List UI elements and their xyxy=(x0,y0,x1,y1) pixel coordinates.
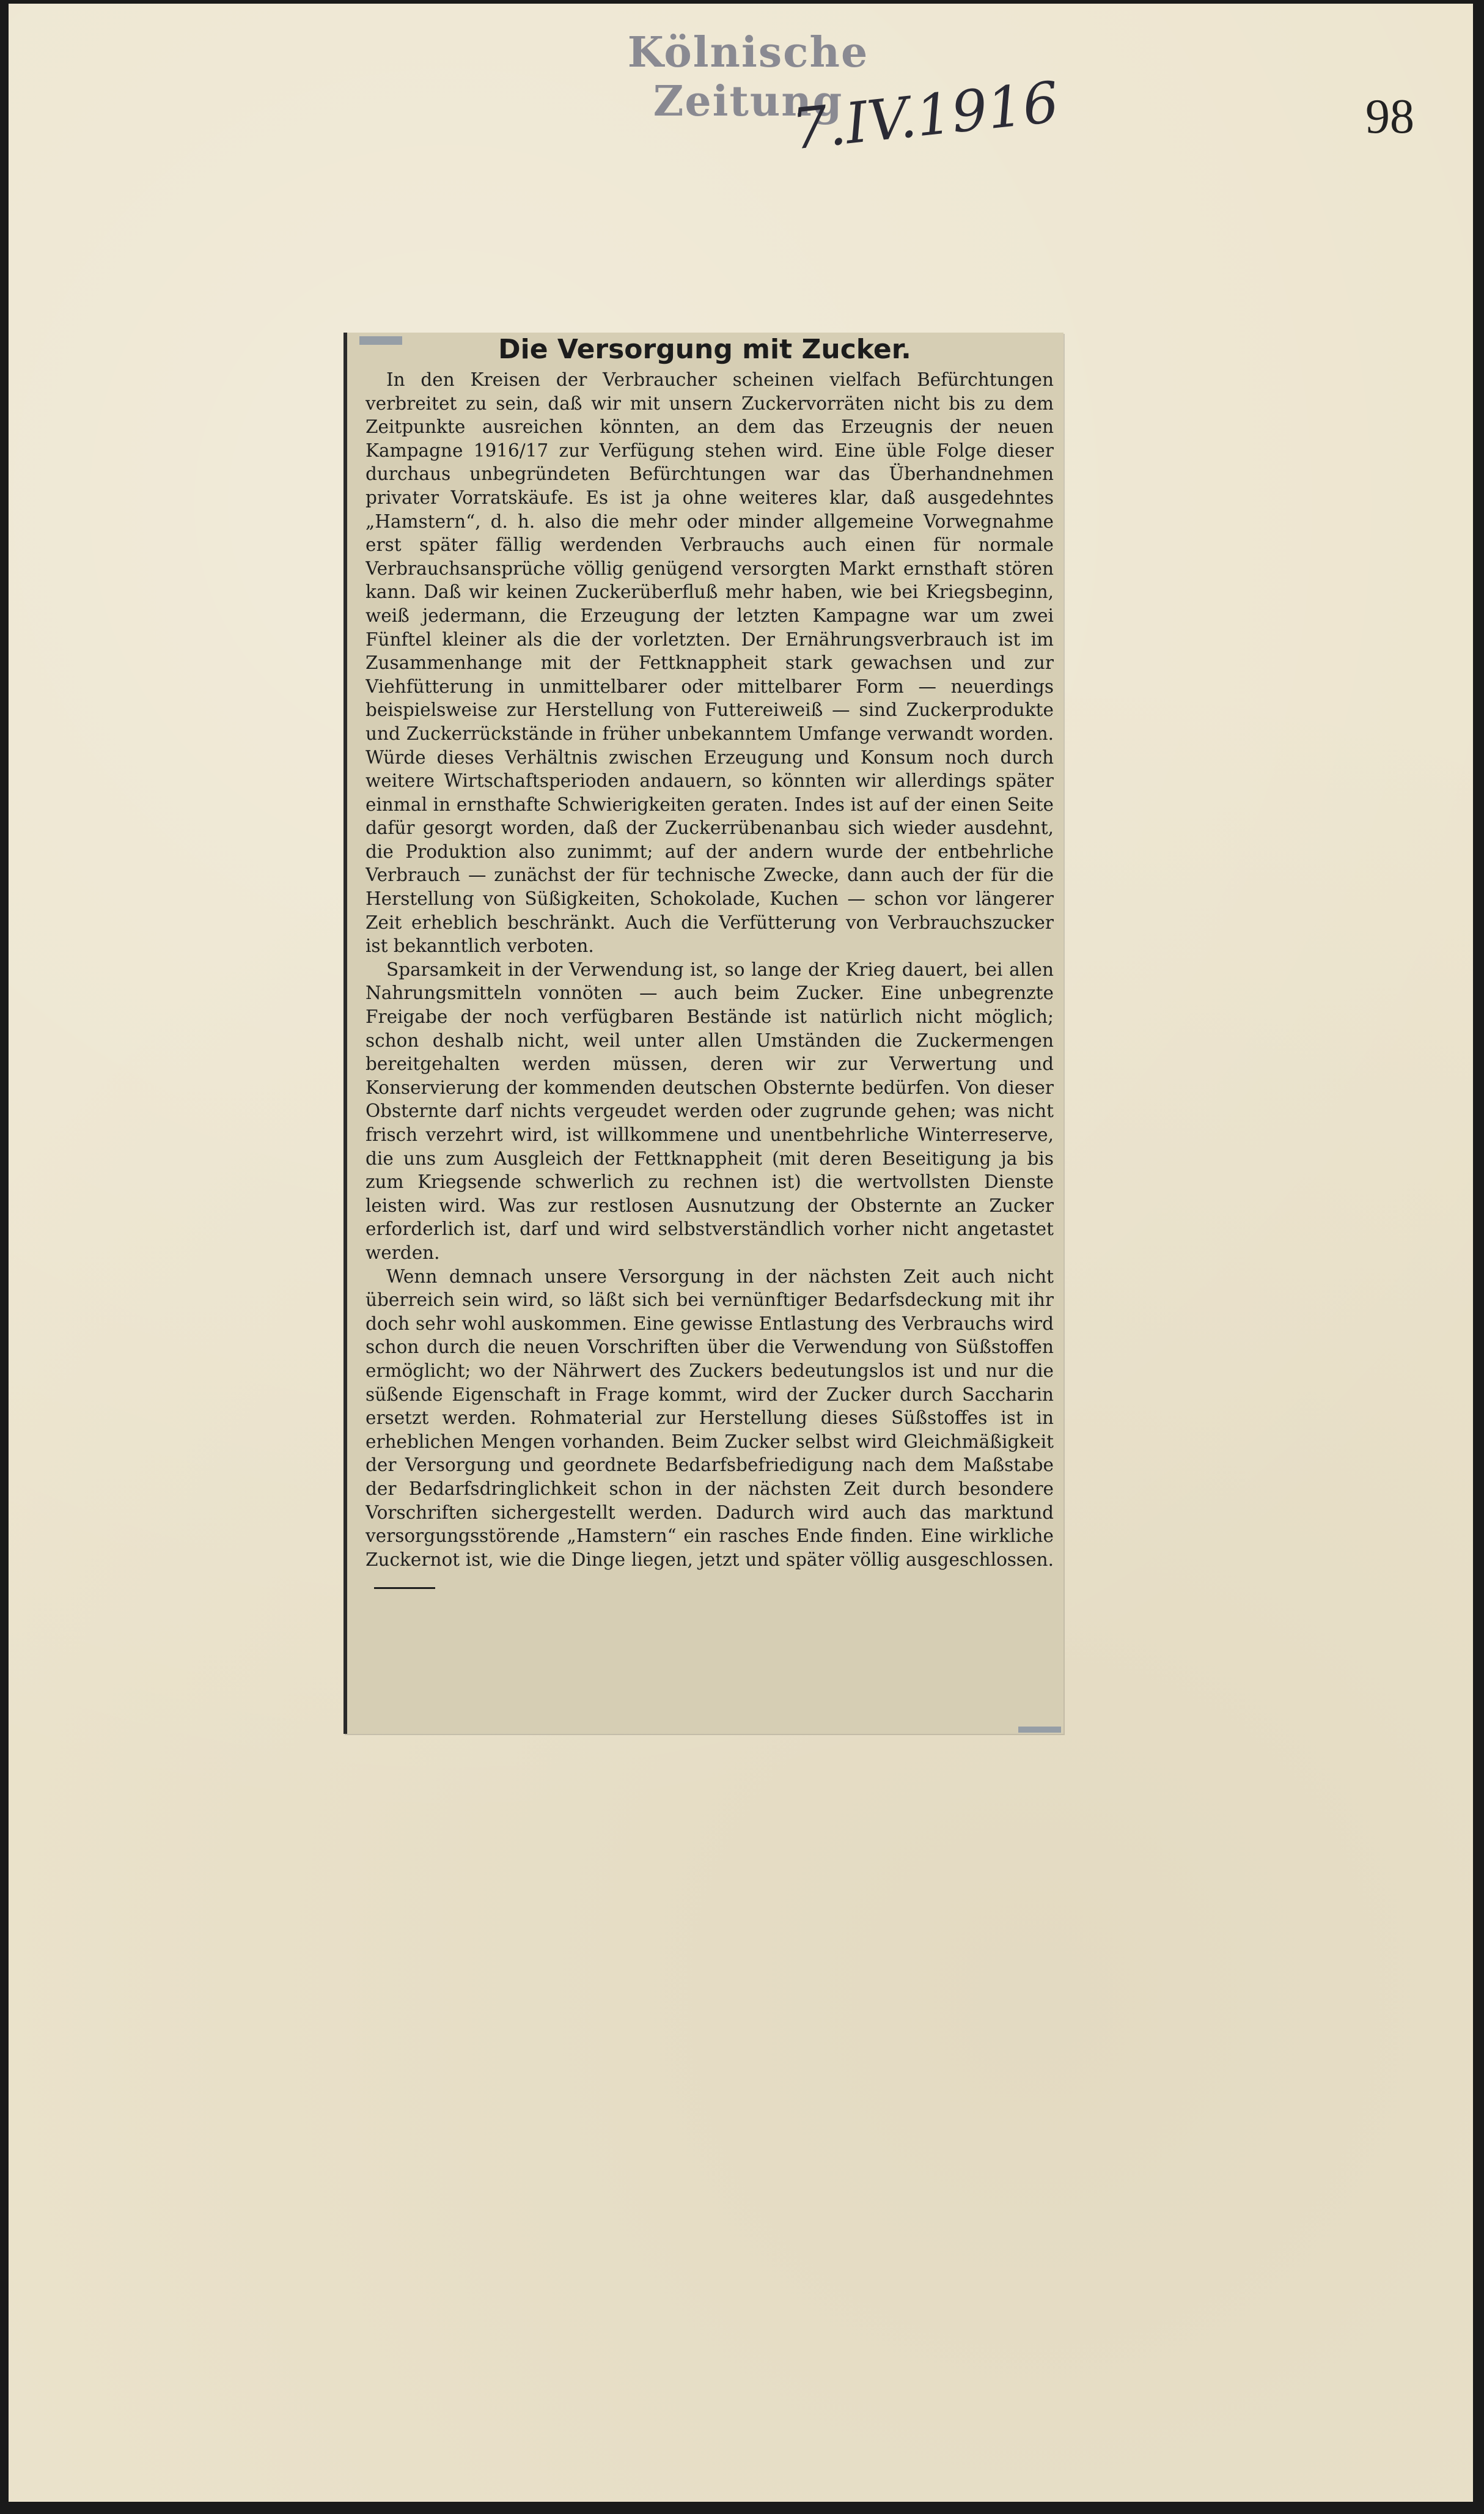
article-paragraph-1: In den Kreisen der Verbraucher scheinen vielfach Befürchtungen verbreitet zu sein, daß wir mit unsern Zuckervorräten nicht bis zu dem Zeitpunkte ausreichen könnten, an dem das Erzeugnis der neuen Kampagne 1916/17 zur Verfügung stehen wird. Eine üble Folge dieser durchaus unbegründeten Befürchtungen war das Überhandnehmen privater Vorratskäufe. Es ist ja ohne weiteres klar, daß ausgedehntes „Hamstern“, d. h. also die mehr oder minder allgemeine Vorwegnahme erst später fällig werdenden Verbrauchs auch einen für normale Verbrauchsansprüche völlig genügend versorgten Markt ernsthaft stören kann. Daß wir keinen Zuckerüberfluß mehr haben, wie bei Kriegsbeginn, weiß jedermann, die Erzeugung der letzten Kampagne war um zwei Fünftel kleiner als die der vorletzten. Der Ernährungsverbrauch ist im Zusammenhange mit der Fettknappheit stark gewachsen und zur Viehfütterung in unmittelbarer oder mittelbarer Form — neuerdings beispielsweise zur Herstellung von Futtereiweiß — sind Zuckerprodukte und Zuckerrückstände in früher unbekanntem Umfange verwandt worden. Würde dieses Verhältnis zwischen Erzeugung und Konsum noch durch weitere Wirtschaftsperioden andauern, so könnten wir allerdings später einmal in ernsthafte Schwierigkeiten geraten. Indes ist auf der einen Seite dafür gesorgt worden, daß der Zuckerrübenanbau sich wieder ausdehnt, die Produktion also zunimmt; auf der andern wurde der entbehrliche Verbrauch — zunächst der für technische Zwecke, dann auch der für die Herstellung von Süßigkeiten, Schokolade, Kuchen — schon vor längerer Zeit erheblich beschränkt. Auch die Verfütterung von Verbrauchszucker ist bekanntlich verboten. xyxy=(365,369,1054,957)
page-number: 98 xyxy=(1365,90,1414,144)
clipping-bottom-mark xyxy=(1018,1727,1061,1733)
article-paragraph-2: Sparsamkeit in der Verwendung ist, so lange der Krieg dauert, bei allen Nahrungsmitteln vonnöten — auch beim Zucker. Eine unbegrenzte Freigabe der noch verfügbaren Bestände ist natürlich nicht möglich; schon deshalb nicht, weil unter allen Umständen die Zuckermengen bereitgehalten werden müssen, deren wir zur Verwertung und Konservierung der kommenden deutschen Obsternte bedürfen. Von dieser Obsternte darf nichts vergeudet werden oder zugrunde gehen; was nicht frisch verzehrt wird, ist willkommene und unentbehrliche Winterreserve, die uns zum Ausgleich der Fettknappheit (mit deren Beseitigung ja bis zum Kriegsende schwerlich zu rechnen ist) die wertvollsten Dienste leisten wird. Was zur restlosen Ausnutzung der Obsternte an Zucker erforderlich ist, darf und wird selbstverständlich vorher nicht angetastet werden. xyxy=(365,959,1054,1263)
article-body xyxy=(365,368,1054,1725)
article-paragraph-3 xyxy=(365,1265,1054,1595)
newspaper-clipping xyxy=(343,333,1063,1734)
archive-sheet xyxy=(9,4,1473,2502)
article-paragraph-3-text: Wenn demnach unsere Versorgung in der nächsten Zeit auch nicht überreich sein wird, so läßt sich bei vernünftiger Bedarfsdeckung mit ihr doch sehr wohl auskommen. Eine gewisse Entlastung des Verbrauchs wird schon durch die neuen Vorschriften über die Verwendung von Süßstoffen ermöglicht; wo der Nährwert des Zuckers bedeutungslos ist und nur die süßende Eigenschaft in Frage kommt, wird der Zucker durch Saccharin ersetzt werden. Rohmaterial zur Herstellung dieses Süßstoffes ist in erheblichen Mengen vorhanden. Beim Zucker selbst wird Gleichmäßigkeit der Versorgung und geordnete Bedarfsbefriedigung nach dem Maßstabe der Bedarfsdringlichkeit schon in der nächsten Zeit durch besondere Vorschriften sichergestellt werden. Dadurch wird auch das marktund versorgungsstörende „Hamstern“ ein rasches Ende finden. Eine wirkliche Zuckernot ist, wie die Dinge liegen, jetzt und später völlig ausgeschlossen. xyxy=(365,1266,1054,1570)
newspaper-stamp: Kölnische Zeitung xyxy=(627,28,869,126)
end-rule xyxy=(374,1587,435,1589)
handwritten-date: 7.IV.1916 xyxy=(788,69,1062,163)
article-headline: Die Versorgung mit Zucker. xyxy=(498,334,911,365)
